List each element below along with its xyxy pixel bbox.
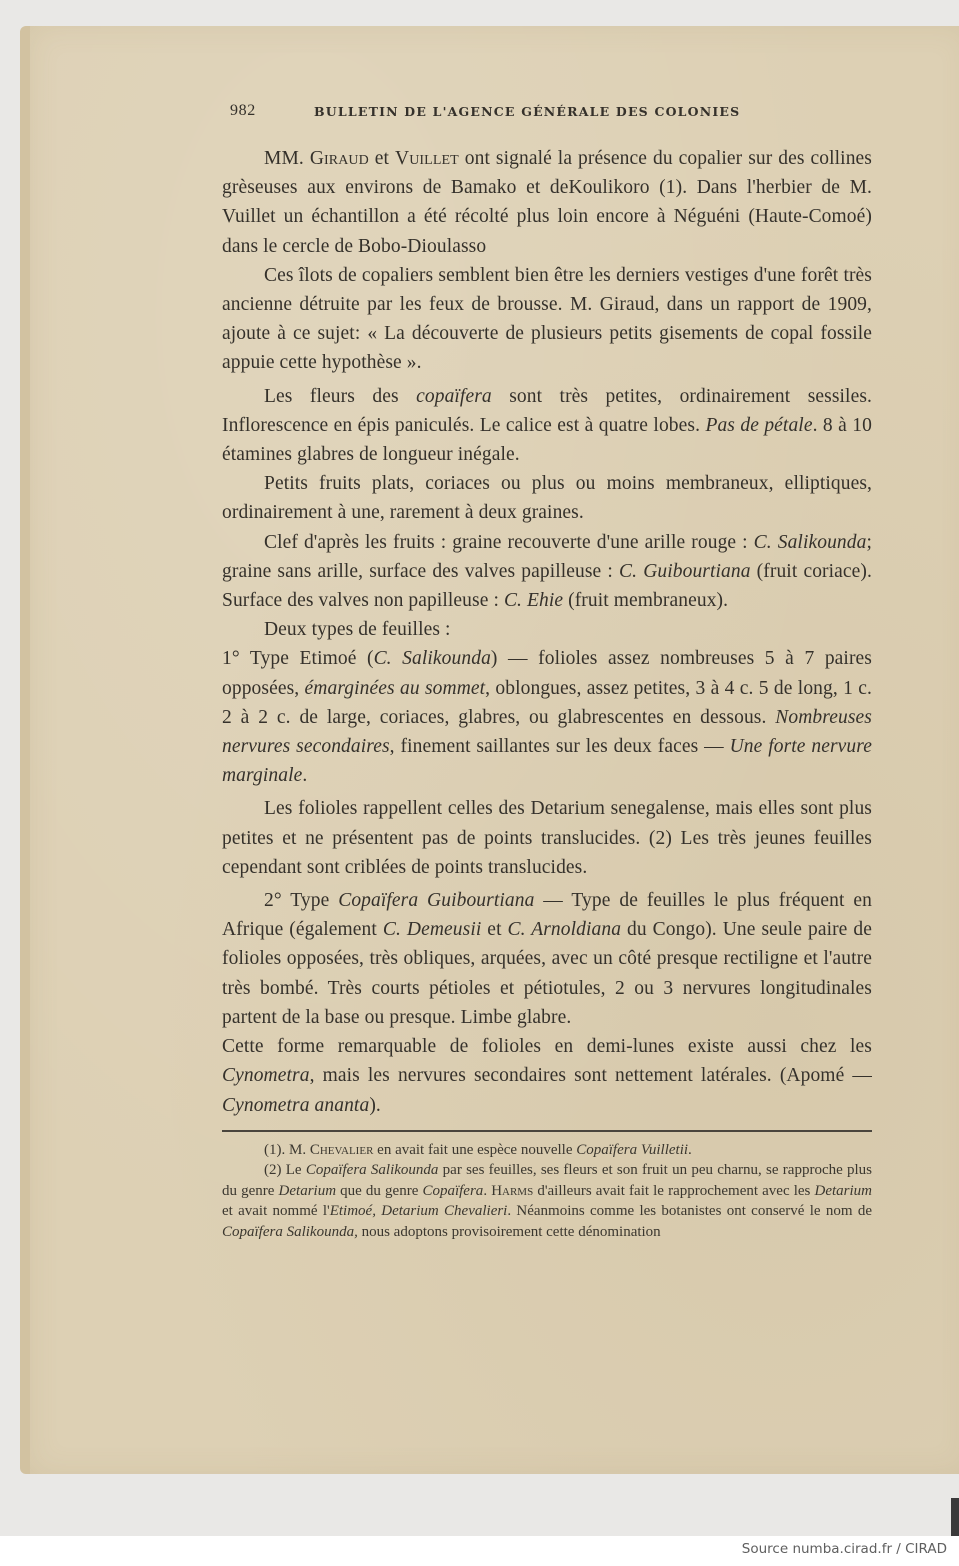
- text: (fruit coriace). Surface des valves non papilleuse :: [222, 560, 872, 612]
- scanner-edge: [951, 1498, 959, 1536]
- taxon: C. Salikounda: [373, 648, 491, 670]
- taxon: Cynometra ananta: [222, 1094, 370, 1116]
- text: et: [368, 148, 396, 169]
- text: ; graine sans arille, surface des valves papilleuse :: [222, 531, 873, 582]
- taxon: Detarium: [814, 1182, 873, 1199]
- text: , mais les nervures secondaires sont nettement latérales. (Apomé —: [309, 1065, 872, 1087]
- text: 2° Type: [264, 890, 339, 912]
- emphasis: émarginées au sommet: [304, 677, 486, 699]
- footnotes: [222, 1140, 872, 1243]
- text: MM.: [264, 148, 310, 169]
- page-number: 982: [230, 102, 256, 119]
- text: ) — folioles assez nombreuses 5 à 7 paires opposées,: [222, 648, 872, 699]
- document-page: [222, 98, 872, 1242]
- author-name: Vuillet: [395, 148, 459, 169]
- paragraph: [222, 1032, 872, 1120]
- text: (2) Le: [264, 1162, 306, 1179]
- text: Clef d'après les fruits : graine recouverte d'une arille rouge :: [264, 531, 754, 553]
- taxon: Copaïfera: [422, 1182, 484, 1199]
- running-header: [222, 98, 872, 122]
- paragraph: Les folioles rappellent celles des Detarium senegalense, mais elles sont plus petites et ne présentent pas de points translucides. (2) Les très jeunes feuilles cependant sont criblées de points translucides.: [222, 798, 872, 878]
- text: (fruit membraneux).: [563, 590, 729, 612]
- author-name: Giraud: [309, 148, 369, 169]
- taxon: C. Ehie: [503, 590, 564, 612]
- text: . Néanmoins comme les botanistes ont conservé le nom de: [507, 1203, 872, 1220]
- text: (1). M.: [264, 1141, 310, 1158]
- emphasis: Nombreuses nervures secondaires: [222, 706, 872, 758]
- taxon: C. Arnoldiana: [507, 919, 622, 941]
- taxon: Detarium: [278, 1182, 337, 1199]
- text: Les fleurs des: [264, 385, 417, 407]
- text: .: [483, 1182, 492, 1199]
- text: 1° Type Etimoé (: [222, 648, 374, 670]
- text: .: [302, 765, 308, 787]
- text: par ses feuilles, ses fleurs et son fruit un peu charnu, se rapproche plus du genre: [222, 1162, 873, 1199]
- text: que du genre: [336, 1182, 423, 1199]
- taxon: Etimoé, Detarium Chevalieri: [329, 1203, 508, 1220]
- text: d'ailleurs avait fait le rapprochement avec les: [533, 1182, 815, 1199]
- paragraph: [222, 144, 872, 261]
- author-name: Harms: [491, 1182, 534, 1199]
- emphasis: Pas de pétale: [705, 414, 813, 436]
- taxon: C. Salikounda: [753, 531, 867, 553]
- paragraph: Deux types de feuilles :: [264, 619, 451, 641]
- text: en avait fait une espèce nouvelle: [373, 1141, 577, 1158]
- paragraph: [222, 382, 872, 470]
- paragraph: Petits fruits plats, coriaces ou plus ou moins membraneux, elliptiques, ordinairement à une, rarement à deux graines.: [222, 473, 872, 524]
- paragraph: [222, 886, 872, 1032]
- footnote-divider: [222, 1130, 872, 1132]
- taxon: Copaïfera Guibourtiana: [338, 890, 535, 912]
- taxon: C. Guibourtiana: [619, 560, 751, 582]
- text: ont signalé la présence du copalier sur des collines grèseuses aux environs de Bamako et deKoulikoro (1). Dans l'herbier de M. Vuillet un échantillon a été récolté plus loin encore à Néguéni (Haute-Comoé) dans le cercle de Bobo-Dioulasso: [222, 148, 872, 257]
- text: Cette forme remarquable de folioles en demi-lunes existe aussi chez les: [222, 1036, 872, 1058]
- paragraph: Ces îlots de copaliers semblent bien être les derniers vestiges d'une forêt très ancienne détruite par les feux de brousse. M. Giraud, dans un rapport de 1909, ajoute à ce sujet: « La découverte de plusieurs petits gisements de copal fossile appuie cette hypothèse ».: [222, 264, 872, 374]
- taxon: copaïfera: [416, 385, 492, 407]
- text: du Congo). Une seule paire de folioles opposées, très obliques, arquées, avec un côté presque rectiligne et l'autre très bombé. Très courts pétioles et pétiotules, 2 ou 3 nervures longitudinales partent de la base ou presque. Limbe glabre.: [222, 919, 872, 1028]
- taxon: C. Demeusii: [382, 919, 482, 941]
- text: .: [688, 1141, 692, 1158]
- footnote-1: [222, 1140, 872, 1161]
- text: ).: [369, 1094, 381, 1116]
- text: , finement saillantes sur les deux faces —: [389, 736, 730, 758]
- source-caption: Source numba.cirad.fr / CIRAD: [741, 1541, 947, 1557]
- text: nous adoptons provisoirement cette dénomination: [357, 1223, 661, 1240]
- taxon: Copaïfera Vuilletii: [576, 1141, 689, 1158]
- text: . 8 à 10 étamines glabres de longueur inégale.: [222, 414, 872, 466]
- text: , oblongues, assez petites, 3 à 4 c. 5 de long, 1 c. 2 à 2 c. de large, coriaces, glabres, ou glabrescentes en dessous.: [222, 677, 872, 728]
- text: — Type de feuilles le plus fréquent en Afrique (également: [222, 890, 872, 941]
- journal-title: BULLETIN DE L'AGENCE GÉNÉRALE DES COLONIES: [314, 104, 741, 119]
- footnote-2: [222, 1160, 872, 1242]
- text: sont très petites, ordinairement sessiles. Inflorescence en épis paniculés. Le calice est à quatre lobes.: [222, 385, 872, 436]
- paragraph: [222, 528, 872, 616]
- taxon: Copaïfera Salikounda: [305, 1162, 439, 1179]
- text: et: [481, 919, 508, 941]
- paragraph: [222, 644, 872, 790]
- emphasis: Une forte nervure marginale: [222, 736, 872, 787]
- body-text: [222, 144, 872, 1120]
- author-name: Chevalier: [309, 1141, 374, 1158]
- taxon: Cynometra: [222, 1065, 310, 1087]
- taxon: Copaïfera Salikounda,: [222, 1223, 358, 1240]
- text: et avait nommé l': [222, 1203, 330, 1220]
